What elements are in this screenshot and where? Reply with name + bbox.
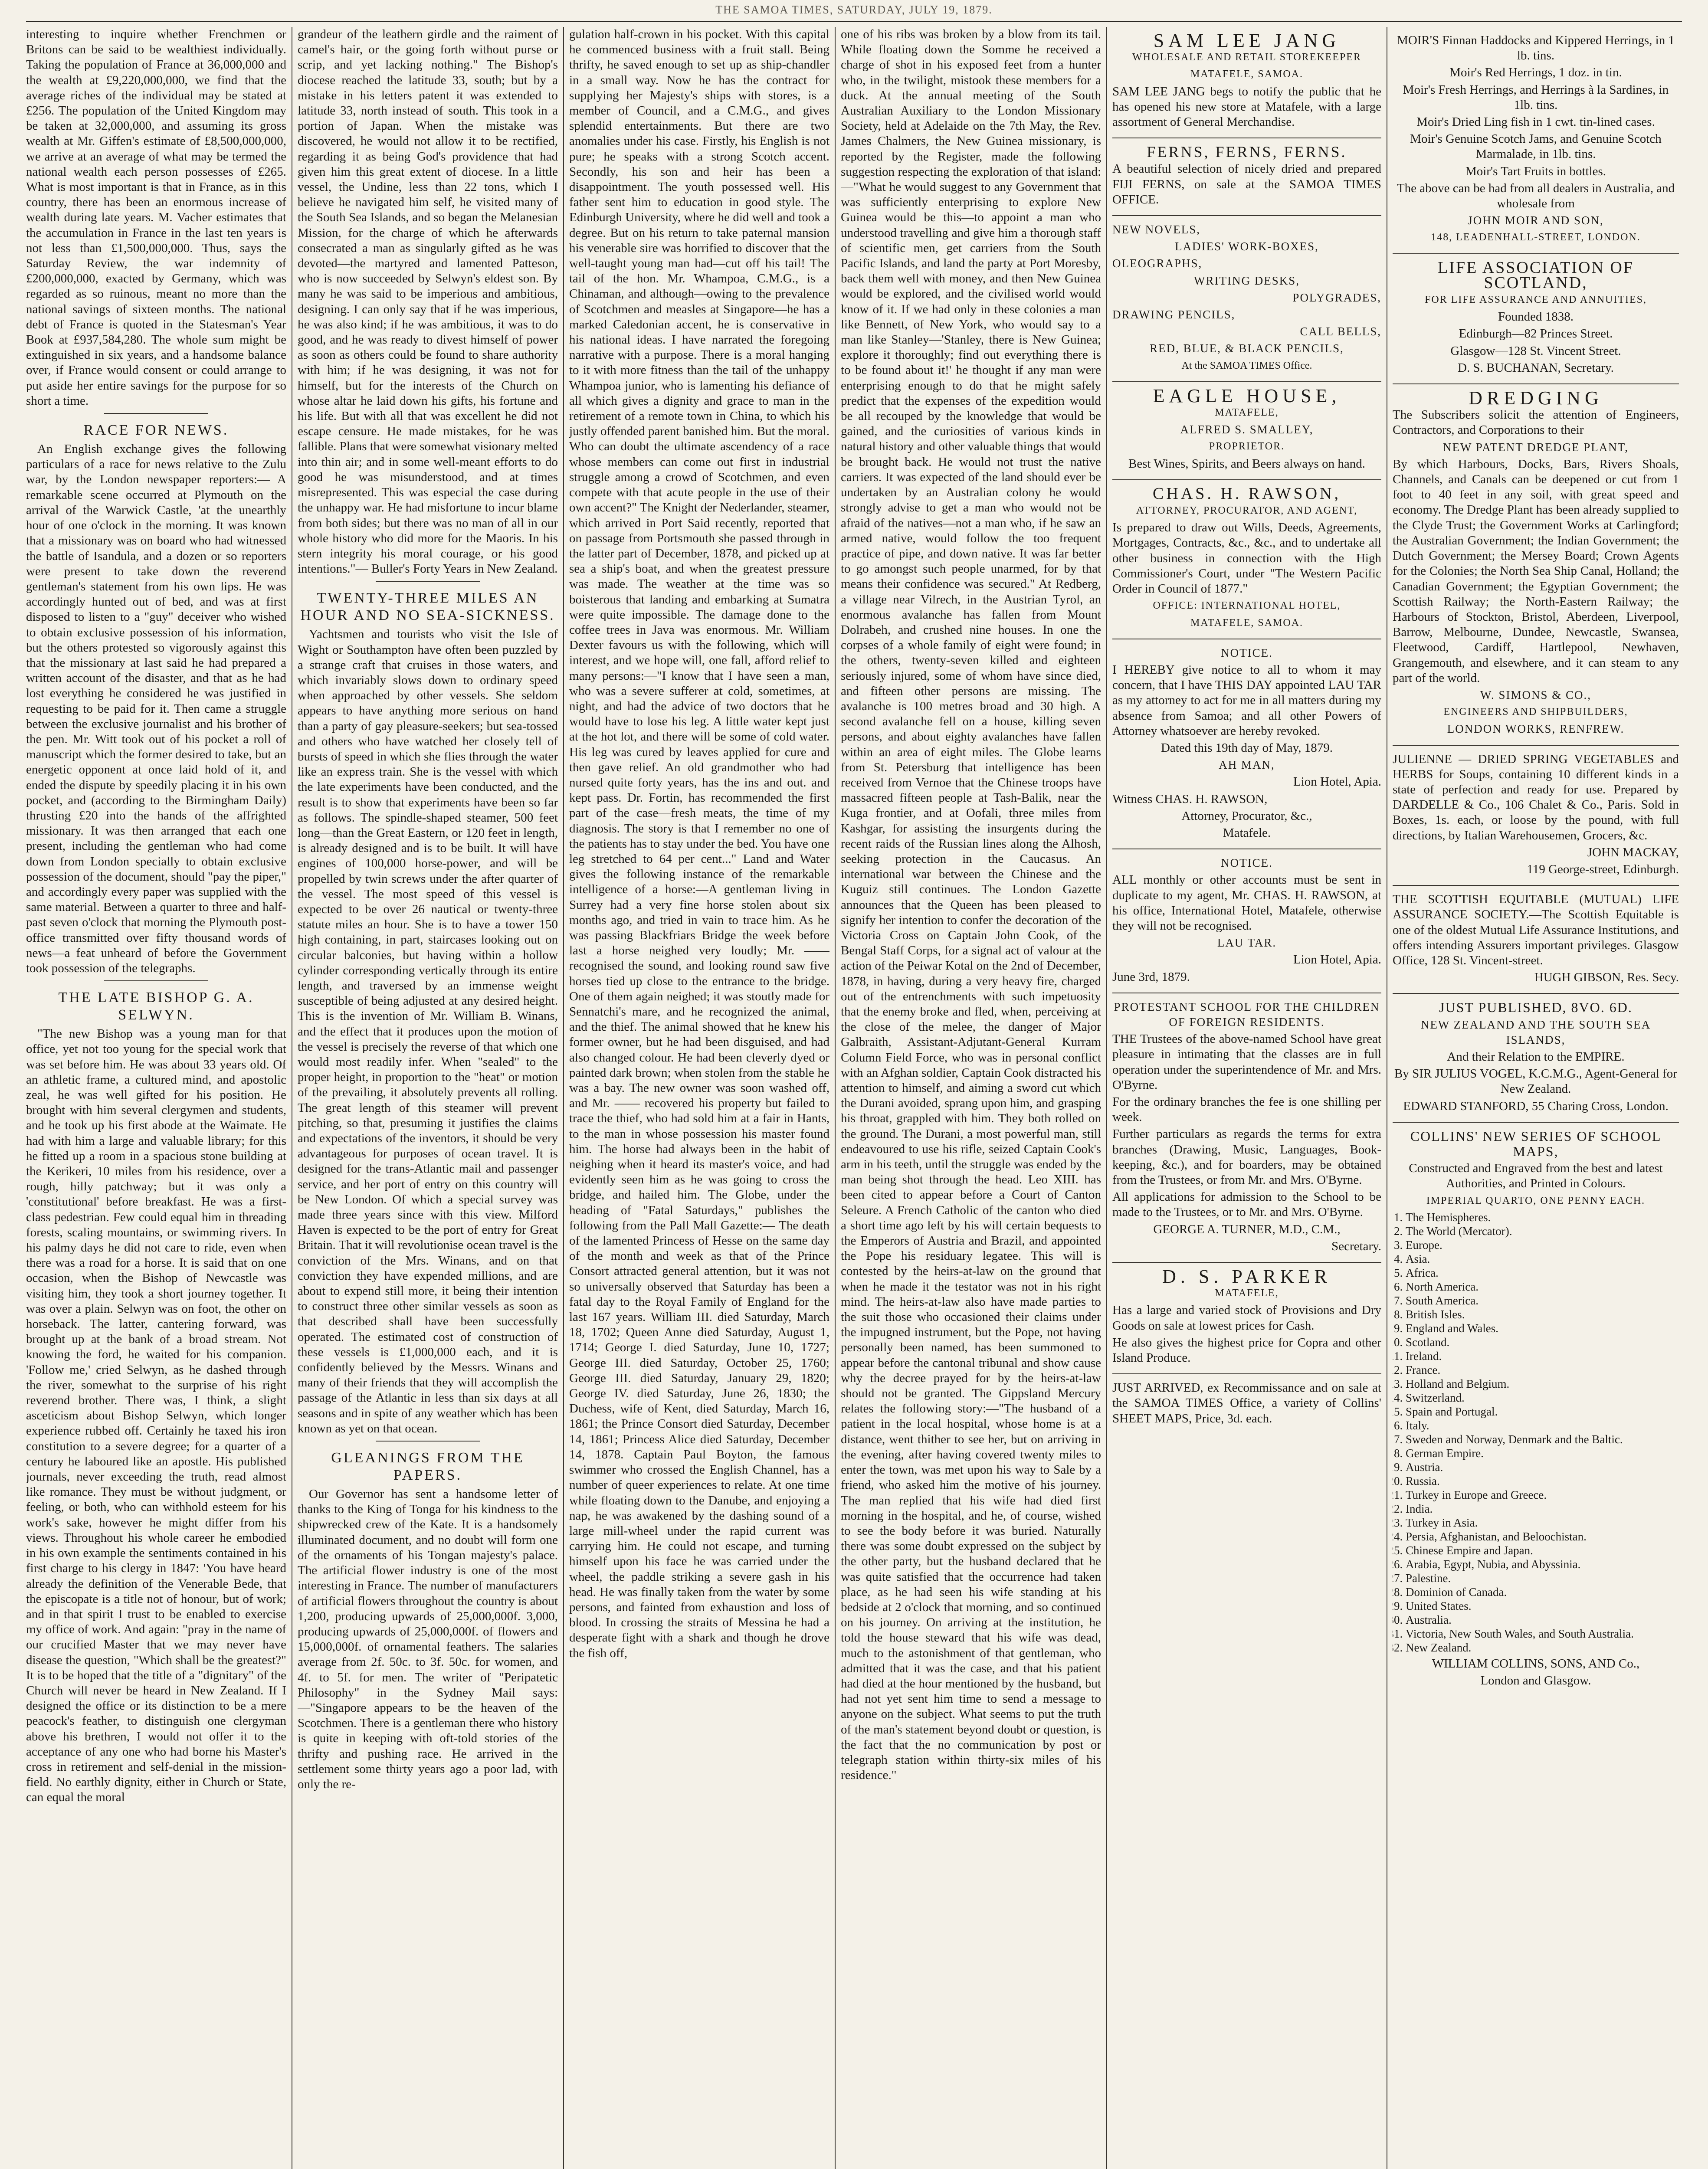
ad-just-arrived (1112, 1374, 1381, 1434)
article-gleanings-cont-2: one of his ribs was broken by a blow from its tail. While floating down the Somme he received a charge of shot in his exposed feet from a hunter who, in the twilight, mistook these members for a duck. At the annual meeting of the South Australian Auxiliary to the London Missionary Society, held at Adelaide on the 7th May, the Rev. James Chalmers, the New Guinea missionary, is reported by the Register, made the following suggestion respecting the exploration of that island:—"What he would suggest to any Government that was sufficiently enterprising to explore New Guinea would be this—to appoint a man who understood travelling and give him a thorough staff of scientific men, get carriers from the South Pacific Islands, and land the party at Port Moresby, back them well with money, and then New Guinea would be explored, and the civilised world would know of it. If we had only in these colonies a man like Bennett, of New York, who would say to a man like Stanley—'Stanley, there is New Guinea; explore it thoroughly; find out everything there is to be found about it!' he thought if any man were enterprising enough to do that he might safely predict that the expenses of the expedition would be all recouped by the knowledge that would be gained, and the curiosities of various kinds in natural history and other valuable things that would be brought back. He would not trust the native carriers. It was expected of the land should ever be undertaken by an Australian colony he would strongly advise to get a man who would not be afraid of the natives—not a man who, if he saw an armed native, would follow the too frequent practice of pipe, and down native. It was far better to go amongst such people unarmed, for by that means their confidence was secured." At Redberg, a village near Vilrech, in the Austrian Tyrol, an enormous avalanche has fallen from Mount Dolrabeh, and crushed nine houses. In one the corpses of a whole family of eight were found; in the others, twenty-seven killed and eighteen seriously injured, some of whom have since died, and fifteen other persons are missing. The avalanche is 100 metres broad and 30 high. A second avalanche fell on a house, killing seven persons, and about eighty avalanches have fallen within an area of eight miles. The Globe learns from St. Petersburg that intelligence has been received from Vernoe that the Chinese troops have massacred fifteen people at Tash-Balik, near the Kuga frontier, and at Oofali, three miles from Kashgar, for assisting the insurgents during the recent raids of the Russian lines along the Alhosh, seeking protection in the Caucasus. An international war between the Chinese and the Kuguiz still continues. The London Gazette announces that the Queen has been pleased to signify her intention to confer the decoration of the Victoria Cross on Captain John Cook, of the Bengal Staff Corps, for a signal act of valour at the action of the Peiwar Kotal on the 2nd of December, 1878, in having, during a very heavy fire, charged out of the entrenchments with such impetuosity that the enemy broke and fled, when, perceiving at the close of the melee, the danger of Major Galbraith, Assistant-Adjutant-General Kurram Column Field Force, who was in personal conflict with an Afghan soldier, Captain Cook distracted his attention to himself, and aiming a sword cut which the Durani avoided, sprang upon him, and grasping his throat, grappled with him. They both rolled on the ground. The Durani, a most powerful man, still endeavoured to use his rifle, seized Captain Cook's arm in his teeth, until the struggle was ended by the man being shot through the head. Leo XIII. has been cited to appear before a Court of Canton Seleure. A French Catholic of the canton who died a short time ago left by his will certain bequests to the Emperors of Austria and Brazil, and appointed the Pope his residuary legatee. This will is contested by the heirs-at-law on the ground that when he made it the testator was not in his right mind. The heirs-at-law also have made parties to the suit those who occasioned their claims under the impugned instrument, but the Pope, not having personally been named, has been summoned to appear before the cantonal tribunal and show cause why the decree prayed for by the heirs-at-law should not be granted. The Gippsland Mercury relates the following story:—"The husband of a patient in the local hospital, whose home is at a distance, went thither to see her, but on arriving in the evening, after having covered twenty miles to enter the town, was met upon his way to Sale by a friend, who asked him the motive of his journey. The man replied that his wife had died first morning in the hospital, and he, of course, wished to see the body before it was buried. Naturally there was some doubt expressed on the subject by the other party, but the husband declared that he was quite satisfied that the occurrence had taken place, as he had seen his wife standing at his bedside at 2 o'clock that morning, and so continued on his journey. On arriving at the institution, he told the house steward that his wife was dead, much to the astonishment of that gentleman, who admitted that it was the case, and that his patient had died at the hour mentioned by the husband, but had not yet sent him time to send a message to anyone on the subject. What seems to put the truth of the man's statement beyond doubt or question, is the fact that the no communication by post or telegraph station within thirty-six miles of his residence." (841, 27, 1101, 1782)
list-item: 3. Europe. (1406, 1238, 1679, 1252)
ad-body: THE Trustees of the above-named School have great pleasure in intimating that the classes are in full operation under the superintendence of Mr. and Mrs. O'Byrne. (1112, 1032, 1381, 1092)
list-item: 31. Victoria, New South Wales, and South Australia. (1406, 1627, 1679, 1641)
article-bishop-selwyn-cont: grandeur of the leathern girdle and the raiment of camel's hair, or the going forth without purse or scrip, and yet lacking nothing." The Bishop's diocese reached the latitude 33, south; but by a mistake in his letters patent it was extended to latitude 33, north instead of south. This took in a portion of Japan. When the mistake was discovered, he would not allow it to be rectified, regarding it as being God's providence that had given him this great extent of diocese. In a little vessel, the Undine, less than 22 tons, which I believe he navigated him self, he visited many of the South Sea Islands, and so began the Melanesian Mission, for the charge of which he afterwards consecrated a man as singularly gifted as he was devoted—the martyred and lamented Patteson, who is now succeeded by Selwyn's eldest son. By many he was said to be imperious and ambitious, designing. I can only say that if he was imperious, he was also kind; if he was ambitious, it was to do good, and he was ready to divest himself of power as soon as others could be found to share authority with him; if he was designing, it was not for himself, but for the interests of the Church on whose altar he laid down his gifts, his fortune and his life. But with all that was excellent he did not escape censure. He made mistakes, for he was fallible. Plans that were somewhat visionary melted into thin air; and in some well-meant efforts to do good he was misunderstood, and at times misrepresented. This was especial the case during the unhappy war. He had misfortune to incur blame from both sides; but there was no man of all in our whole history who did more for the Maoris. In his stern integrity his moral courage, or his good intentions."— Buller's Forty Years in New Zealand. (298, 27, 558, 576)
ad-body: THE SCOTTISH EQUITABLE (MUTUAL) LIFE ASSURANCE SOCIETY.—The Scottish Equitable is one of the oldest Mutual Life Assurance Institutions, and offers intending Assurers important privileges. Glasgow Office, 128 St. Vincent-street. (1393, 892, 1679, 967)
ad-signature: LAU TAR. (1217, 936, 1277, 950)
ad-title: CHAS. H. RAWSON, (1153, 484, 1341, 503)
list-item: 2. The World (Mercator). (1406, 1224, 1679, 1238)
ad-body: Constructed and Engraved from the best and latest Authorities, and Printed in Colours. (1409, 1161, 1663, 1191)
ad-signature-place: LONDON WORKS, RENFREW. (1447, 722, 1625, 736)
list-item: 5. Africa. (1406, 1266, 1679, 1280)
ad-title: JUST PUBLISHED, 8VO. 6D. (1439, 999, 1633, 1016)
ad-title: EAGLE HOUSE, (1153, 385, 1341, 406)
article-race-for-news: An English exchange gives the following particulars of a race for news relative to the Zulu war, by the London newspaper reporters:— A remarkable scene occurred at Plymouth on the arrival of the Warwick Castle, 'at the unearthly hour of one o'clock in the morning. It was known that a missionary was on board who had witnessed the battle of Isandula, and a dozen or so reporters were present to take down the reverend gentleman's statement from his own lips. He was accordingly hunted out of bed, and was at first disposed to listen to a "guy" deceiver who wished to obtain exclusive possession of his information, but the others protested so vigorously against this that the missionary at last said he had prepared a written account of the disaster, and that as he had lost everything he considered he was justified in requesting to be paid for it. Then came a struggle between the exclusive journalist and his brother of the pen. Mr. Witt took out of his pocket a roll of manuscript which the former desired to take, but an energetic opponent at once laid hold of it, and ended the dispute by speedily placing it in his own pocket, and (according to the Birmingham Daily) thrusting £20 into the hands of the affrighted missionary. It was then arranged that each one present, including the gentleman who had come down from London specially to obtain exclusive possession of the document, should "pay the piper," and accordingly every paper was supplied with the same material. Between a quarter to three and half-past seven o'clock that morning the Plymouth post-office transmitted over fifty thousand words of news—a feat unheard of before the Government took possession of the telegraphs. (26, 442, 286, 975)
map-list (1406, 1210, 1679, 1655)
ad-title: FERNS, FERNS, FERNS. (1147, 143, 1347, 161)
list-item: 10. Scotland. (1406, 1335, 1679, 1349)
ad-scottish-equitable (1393, 886, 1679, 994)
list-item: 23. Turkey in Asia. (1406, 1516, 1679, 1530)
ad-signature: W. SIMONS & CO., (1480, 688, 1592, 701)
ad-life-association (1393, 254, 1679, 384)
ad-signature-place: 119 George-street, Edinburgh. (1527, 862, 1679, 876)
ad-body: SAM LEE JANG begs to notify the public that he has opened his new store at Matafele, with a large assortment of General Merchandise. (1112, 84, 1381, 129)
ad-owner: JOHN MOIR AND SON, (1468, 214, 1604, 227)
article-wealth: interesting to inquire whether Frenchmen or Britons can be said to be wealthiest individually. Taking the population of France at 36,000,000 and the wealth at £9,220,000,000, we find that the average riches of the individual may be stated at £256. The population of the United Kingdom may be taken at 32,000,000, and assuming its gross wealth at Mr. Giffen's estimate of £8,500,000,000, we arrive at an average of what may be termed the national wealth each person possesses of £265. What is most important is that in France, as in this country, there has been an enormous increase of wealth during late years. M. Vacher estimates that the accumulation in France in the last ten years is not less than £1,500,000,000. Thus, says the Saturday Review, the war indemnity of £200,000,000, exacted by Germany, which was regarded as so ruinous, meant no more than the national savings of sixteen months. The national debt of France is quoted in the Statesman's Year Book at £937,584,280. The whole sum might be extinguished in six years, and a handsome balance over, if France would consent or could arrange to put aside her entire savings for the purpose for so short a time. (26, 27, 286, 408)
list-item: 6. North America. (1406, 1280, 1679, 1294)
ad-body: JULIENNE — DRIED SPRING VEGETABLES and HERBS for Soups, containing 10 different kinds in a state of perfection and ready for use. Prepared by DARDELLE & Co., 106 Chalet & Co., Paris. Sold in Boxes, 1s. each, or loose by the pound, with full directions, by Italian Warehousemen, Grocers, &c. (1393, 752, 1679, 842)
ad-sam-lee-jang (1112, 27, 1381, 138)
list-item: 26. Arabia, Egypt, Nubia, and Abyssinia. (1406, 1557, 1679, 1571)
ad-body: All applications for admission to the School to be made to the Trustees, or to Mr. and Mrs. O'Byrne. (1112, 1190, 1381, 1219)
ad-body: Best Wines, Spirits, and Beers always on hand. (1128, 456, 1365, 471)
list-item: 28. Dominion of Canada. (1406, 1585, 1679, 1599)
ad-signature: HUGH GIBSON, Res. Secy. (1534, 970, 1679, 985)
ad-signature: JOHN MACKAY, (1587, 845, 1679, 859)
ad-footer: The above can be had from all dealers in Australia, and wholesale from (1397, 181, 1675, 211)
ad-rawson (1112, 480, 1381, 639)
heading-twenty-three-miles: TWENTY-THREE MILES AN HOUR AND NO SEA-SICKNESS. (300, 590, 555, 624)
column-rule (1106, 27, 1107, 2169)
ad-julienne (1393, 746, 1679, 886)
article-gleanings: Our Governor has sent a handsome letter of thanks to the King of Tonga for his kindness to the shipwrecked crew of the Kate. It is a handsomely illuminated document, and no doubt will form one of the ornaments of his Tongan majesty's palace. The artificial flower industry is one of the most interesting in France. The number of manufacturers of artificial flowers throughout the country is about 1,200, producing upwards of 25,000,000f. 3,000, producing upwards of 25,000,000f. of flowers and 15,000,000f. of ornamental feathers. The salaries average from 2f. 50c. to 3f. 50c. for women, and 4f. to 5f. for men. The writer of "Peripatetic Philosophy" in the Sydney Mail says: —"Singapore appears to be the heaven of the Scotchmen. There is a gentleman there who history is quite in keeping with oft-told stories of the thrifty and pushing race. He arrived in the settlement some thirty years ago a poor lad, with only the re- (298, 1487, 558, 1791)
list-item: 25. Chinese Empire and Japan. (1406, 1543, 1679, 1557)
ad-body: JUST ARRIVED, ex Recommissance and on sale at the SAMOA TIMES Office, a variety of Collins' SHEET MAPS, Price, 3d. each. (1112, 1381, 1381, 1425)
list-item: 16. Italy. (1406, 1419, 1679, 1432)
ad-line: Moir's Dried Ling fish in 1 cwt. tin-lined cases. (1416, 115, 1655, 129)
ad-moirs (1393, 27, 1679, 254)
ad-body: The Subscribers solicit the attention of Engineers, Contractors, and Corporations to their (1393, 408, 1679, 437)
list-item: 15. Spain and Portugal. (1406, 1405, 1679, 1419)
ad-dredging (1393, 384, 1679, 745)
divider (104, 413, 208, 414)
ad-title: NOTICE. (1221, 646, 1273, 659)
ad-new-novels (1112, 216, 1381, 382)
ad-office: OFFICE: INTERNATIONAL HOTEL, (1153, 600, 1341, 612)
article-bishop-selwyn: "The new Bishop was a young man for that office, yet not too young for the special work that was set before him. He was about 33 years old. Of an athletic frame, a cultured mind, and apostolic zeal, he was well gifted for his position. He brought with him several clergymen and students, and he took up his first abode at the Waimate. He had with him a large and valuable library; for this he fitted up a room in a spacious stone building at the Kerikeri, 10 miles from his residence, over a rough, hilly patchway; but it was only a 'constitutional' before breakfast. He was a first-class pedestrian. Few could equal him in threading forests, scaling mountains, or swimming rivers. In his palmy days he did not care to ride, even when there was a road for a horse. It is said that on one occasion, when the Bishop of Newcastle was visiting him, they took a short journey together. It was over a plain. Selwyn was on foot, the other on horseback. The latter, cantering forward, was brought up at the bank of a broad stream. Not knowing the ford, he waited for his companion. 'Follow me,' cried Selwyn, as he dashed through the river, somewhat to the surprise of his right reverend brother. There was, I think, a slight asceticism about Bishop Selwyn, which longer experience rubbed off. Certainly he taxed his iron constitution to a severe degree; for a quarter of a century he laboured like an apostle. His published journals, never exceeding the truth, read almost like romance. They must be without judgment, or feeling, or both, who can withhold esteem for his work's sake, however he might differ from his views. Throughout his whole career he embodied in his own example the sentiments contained in his first charge to his clergy in 1847: 'You have heard already the definition of the Venerable Bede, that the episcopate is a title not of honour, but of work; and in that spirit I trust to be enabled to exercise my office of work. And again: "pray in the name of our crucified Master that we may never have disease the question, "Which shall be the greatest?" It is to be hoped that the title of a "dignitary" of the Church will never be heard in New Zealand. If I designed the office or its distinction to be a mere peacock's feather, to distinguish one clergyman above his brethren, I would not offer it to the acceptance of any one who had borne his Master's cross in retirement and self-denial in the mission-field. No earthly dignity, either in Church or State, can equal the moral (26, 1027, 286, 1805)
ad-body: Is prepared to draw out Wills, Deeds, Agreements, Mortgages, Contracts, &c., &c., and to undertake all other business in connection with the High Commissioner's Court, under "The Western Pacific Order in Council of 1877." (1112, 521, 1381, 596)
list-item: 22. India. (1406, 1502, 1679, 1516)
list-item: 17. Sweden and Norway, Denmark and the Baltic. (1406, 1432, 1679, 1446)
ad-product: NEW PATENT DREDGE PLANT, (1442, 440, 1629, 454)
column-6-ads (1393, 27, 1679, 2169)
ad-title: LIFE ASSOCIATION OF SCOTLAND, (1438, 258, 1634, 292)
ad-place: MATAFELE, (1215, 407, 1279, 419)
ad-line: LADIES' WORK-BOXES, (1175, 240, 1319, 253)
ad-just-published (1393, 994, 1679, 1122)
ad-signature: GEORGE A. TURNER, M.D., C.M., (1153, 1222, 1341, 1236)
ad-signature: AH MAN, (1219, 758, 1275, 772)
ad-place: MATAFELE, SAMOA. (1190, 69, 1304, 80)
ad-line: Moir's Tart Fruits in bottles. (1465, 164, 1606, 178)
column-3 (569, 27, 829, 2169)
ad-protestant-school (1112, 993, 1381, 1263)
ad-address: 148, LEADENHALL-STREET, LONDON. (1431, 232, 1641, 243)
ad-witness-place: Matafele. (1223, 826, 1271, 840)
column-1 (26, 27, 286, 2169)
ad-owner: ALFRED S. SMALLEY, (1180, 423, 1314, 436)
ad-signature-place: Lion Hotel, Apia. (1293, 775, 1381, 789)
ad-place: MATAFELE, SAMOA. (1190, 617, 1304, 629)
ad-body: A beautiful selection of nicely dried and prepared FIJI FERNS, on sale at the SAMOA TIMES OFFICE. (1112, 162, 1381, 206)
ad-ferns (1112, 138, 1381, 216)
column-5-ads (1112, 27, 1381, 2169)
ad-line: NEW NOVELS, (1112, 223, 1200, 236)
ad-line: RED, BLUE, & BLACK PENCILS, (1150, 342, 1344, 355)
ad-witness-title: Attorney, Procurator, &c., (1181, 809, 1312, 823)
list-item: 14. Switzerland. (1406, 1391, 1679, 1405)
list-item: 7. South America. (1406, 1294, 1679, 1307)
ad-body: ALL monthly or other accounts must be sent in duplicate to my agent, Mr. CHAS. H. RAWSON, at his office, International Hotel, Matafele, otherwise they will not be recognised. (1112, 873, 1381, 933)
list-item: 32. New Zealand. (1406, 1641, 1679, 1655)
list-item: 4. Asia. (1406, 1252, 1679, 1266)
list-item: 30. Australia. (1406, 1613, 1679, 1627)
heading-race-for-news: RACE FOR NEWS. (83, 422, 229, 439)
article-twenty-three-miles: Yachtsmen and tourists who visit the Isle of Wight or Southampton have often been puzzled by a strange craft that cruises in those waters, and which invariably slows down to ordinary speed when approached by other vessels. She seldom appears to have anything more serious on hand than a party of gay pleasure-seekers; but sea-tossed and others who have watched her closely tell of bursts of speed in which she flies through the water like an express train. She is the vessel with which the late experiments have been conducted, and the result is to show that experiments have been so far as follows. The spindle-shaped steamer, 500 feet long—than the Great Eastern, or 120 feet in length, is already designed and is to be built. It will have engines of 100,000 horse-power, and will be propelled by twin screws under the after quarter of the vessel. The most speed of this vessel is expected to be over 26 nautical or twenty-three statute miles an hour. She is to have a tower 150 high containing, in part, staircases looking out on circular balconies, but having within a hollow cylinder corresponding vertically through its entire length, and traversed by an immense weight susceptible of being adjusted at any desired height. This is the invention of Mr. William B. Winans, and the effect that it produces upon the motion of the vessel is precisely the reverse of that which one would most readily infer. When "sealed" to the proper height, in proportion to the "heat" or motion of the prevailing, it absolutely prevents all rolling. The great length of this steamer will prevent pitching, so that, presuming it justifies the claims and expectations of the inventors, it should be very advantageous for purposes of ocean travel. It is designed for the trans-Atlantic mail and passenger service, and her port of entry on this country will be New London. Of which a special survey was made three years since with this view. Milford Haven is expected to be the port of entry for Great Britain. That it will revolutionise ocean travel is the conviction of the Mrs. Winans, and on that conviction they have expended millions, and are about to expend still more, it being their intention to construct three other similar vessels as soon as that described shall have been successfully operated. The estimated cost of construction of these vessels is £1,000,000 each, and it is confidently believed by the Messrs. Winans and many of their friends that they will accomplish the passage of the Atlantic in less than six days at all seasons and in spite of any weather which has been known as yet on that ocean. (298, 627, 558, 1435)
ad-parker (1112, 1263, 1381, 1374)
divider (104, 980, 208, 981)
ad-body: Has a large and varied stock of Provisions and Dry Goods on sale at lowest prices for Cash. (1112, 1303, 1381, 1333)
ad-body: He also gives the highest price for Copra and other Island Produce. (1112, 1335, 1381, 1365)
column-rule (563, 27, 564, 2169)
ad-body: For the ordinary branches the fee is one shilling per week. (1112, 1094, 1381, 1124)
list-item: 27. Palestine. (1406, 1571, 1679, 1585)
list-item: 18. German Empire. (1406, 1446, 1679, 1460)
ad-title: NOTICE. (1221, 856, 1273, 870)
ad-footer: At the SAMOA TIMES Office. (1181, 360, 1312, 371)
ad-signature-place: London and Glasgow. (1480, 1674, 1591, 1688)
ad-founded: Founded 1838. (1498, 310, 1574, 324)
ad-body: Further particulars as regards the terms for extra branches (Drawing, Music, Languages, Book-keeping, &c.), and for boarders, may be obtained from the Trustees, or from Mr. and Mrs. O'Byrne. (1112, 1127, 1381, 1187)
column-2 (298, 27, 558, 2169)
ad-line: POLYGRADES, (1292, 291, 1381, 304)
ad-title: D. S. PARKER (1162, 1266, 1331, 1288)
list-item: 1. The Hemispheres. (1406, 1210, 1679, 1224)
ad-subtitle: ATTORNEY, PROCURATOR, AND AGENT, (1136, 505, 1358, 517)
ad-date: Dated this 19th day of May, 1879. (1161, 740, 1333, 755)
list-item: 19. Austria. (1406, 1460, 1679, 1474)
ad-notice-ah-man (1112, 639, 1381, 849)
list-item: 24. Persia, Afghanistan, and Beloochistan. (1406, 1530, 1679, 1543)
ad-line: WRITING DESKS, (1194, 274, 1300, 287)
list-item: 8. British Isles. (1406, 1307, 1679, 1321)
ad-subtitle: And their Relation to the EMPIRE. (1447, 1049, 1625, 1064)
ad-signature-title: Secretary. (1331, 1239, 1381, 1253)
ad-title: SAM LEE JANG (1153, 30, 1341, 51)
ad-signature-title: ENGINEERS AND SHIPBUILDERS, (1443, 706, 1628, 718)
divider (376, 1441, 480, 1442)
ad-notice-lau-tar (1112, 849, 1381, 993)
ad-address: Glasgow—128 St. Vincent Street. (1450, 344, 1621, 358)
ad-book-title: NEW ZEALAND AND THE SOUTH SEA ISLANDS, (1420, 1018, 1651, 1046)
ad-signature-place: Lion Hotel, Apia. (1293, 953, 1381, 967)
ad-publisher: EDWARD STANFORD, 55 Charing Cross, London. (1403, 1099, 1669, 1113)
ad-subtitle: IMPERIAL QUARTO, ONE PENNY EACH. (1426, 1195, 1646, 1206)
ad-line: DRAWING PENCILS, (1112, 308, 1236, 321)
ad-line: Moir's Genuine Scotch Jams, and Genuine Scotch Marmalade, in 1lb. tins. (1410, 132, 1662, 161)
ad-title: COLLINS' NEW SERIES OF SCHOOL MAPS, (1410, 1128, 1662, 1159)
article-gleanings-cont: gulation half-crown in his pocket. With this capital he commenced business with a fruit stall. Being thrifty, he saved enough to set up as ship-chandler in a small way. Now he has the contract for supplying her Majesty's ships with stores, is a member of Council, and a C.M.G., and gives splendid entertainments. But there are two anomalies under his case. Firstly, his English is not pure; he speaks with a strong Scotch accent. Secondly, his son and heir has been a disappointment. The youth possessed well. His father sent him to education in good style. The Edinburgh University, where he did well and took a degree. But on his return to take paternal mansion his venerable sire was horrified to discover that the well-taught young man had—cut off his tail! The tail of the hon. Mr. Whampoa, C.M.G., is a Chinaman, and although—owing to the prevalence of Scotchmen and measles at Singapore—he has a marked Caledonian accent, he is conservative in his national ideas. I have narrated the foregoing narrative with a purpose. There is a moral hanging to it with more fitness than the tail of the unhappy Whampoa junior, who is lamenting his defiance of all which gives a dignity and grace to man in the retirement of a remote town in China, to which his justly offended parent banished him. But the moral. Who can doubt the ultimate ascendency of a race whose members can come out first in industrial struggle among a crowd of Scotchmen, and even compete with that acute people in the use of their own accent?" The Knight der Nederlander, steamer, which arrived in Port Said recently, reported that on passage from Portsmouth she passed through in the latter part of December, 1878, and picked up at sea a ship's boat, and when the greatest pressure was made. The weather at the time was so boisterous that landing and embarking at Sumatra were quite impossible. The damage done to the coffee trees in Java was enormous. Mr. William Dexter favours us with the following, which will interest, and we hope will, one fall, afford relief to many persons:—"I know that I have seen a man, who was a severe sufferer at cold, sometimes, at night, and had the advice of two doctors that he would have to lose his leg. A little water kept just at the hot lot, and there will be some of cold water. His leg was cured by leaves applied for cure and then gave relief. An old grandmother who had nursed quite forty years, has the ins and out. and kept pass. Dr. Fortin, has recommended the first part of the case—fresh meats, the time of my diagnosis. The story is that I remember no one of the patients has to stay under the bed. You have one leg stretched to 64 per cent..." Land and Water gives the following instance of the remarkable intelligence of a horse:—A gentleman living in Surrey had a very fine horse stolen about six months ago, and tried in vain to trace him. As he was passing Blackfriars Bridge the week before last a horse neighed very loudly; Mr. —— recognised the sound, and looking round saw five horses tied up close to the entrance to the bridge. One of them again neighed; it was stoutly made for Sennatchi's mare, and he recognized the animal, and the thief. The animal showed that he knew his former owner, but he had been disguised, and had also changed colour. He had been cleverly dyed or painted dark brown; when stolen from the stable he was a bay. The new owner was soon washed off, and Mr. —— recovered his property but failed to trace the thief, who had sold him at a fair in Hants, to the man in whose possession his master found him. The horse had always been in the habit of neighing when it heard its master's voice, and had evidently seen him as he was going to cross the bridge, and hailed him. The Globe, under the heading of "Fatal Saturdays," publishes the following from the Pall Mall Gazette:— The death of the lamented Princess of Hesse on the same day of the month and week as that of the Prince Consort attracted general attention, but it was not so universally observed that Saturday has been a fatal day to the Royal Family of England for the last 167 years. William III. died Saturday, March 18, 1702; Queen Anne died Saturday, August 1, 1714; George I. died Saturday, June 10, 1727; George III. died Saturday, October 25, 1760; George III. died Saturday, January 29, 1820; George IV. died Saturday, June 26, 1830; the Duchess, wife of Kent, died Saturday, March 16, 1861; the Prince Consort died Saturday, December 14, 1861; Princess Alice died Saturday, December 14, 1878. Captain Paul Boyton, the famous swimmer who crossed the English Channel, has a number of queer experiences to relate. At one time while floating down to the Danube, and enjoying a nap, he was awakened by the dashing sound of a large mill-wheel under the rapid current was carrying him. He could not escape, and turning himself upon his face he was carried under the wheel, the paddle striking a severe gash in his head. He was finally taken from the water by some persons, and fainted from exhaustion and loss of blood. In crossing the straits of Messina he had a desperate fight with a shark and though he drove the fish off, (569, 27, 829, 1660)
column-rule (835, 27, 836, 2169)
ad-signature: WILLIAM COLLINS, SONS, AND Co., (1432, 1656, 1640, 1671)
ad-line: Moir's Fresh Herrings, and Herrings à la Sardines, in 1lb. tins. (1403, 82, 1669, 112)
ad-collins-maps (1393, 1123, 1679, 1696)
ad-line: Moir's Red Herrings, 1 doz. in tin. (1449, 66, 1622, 80)
ad-date: June 3rd, 1879. (1112, 970, 1190, 984)
heading-bishop-selwyn: THE LATE BISHOP G. A. SELWYN. (58, 989, 254, 1023)
ad-place: MATAFELE, (1215, 1288, 1279, 1299)
ad-signature: D. S. BUCHANAN, Secretary. (1458, 360, 1614, 375)
ad-body: By which Harbours, Docks, Bars, Rivers Shoals, Channels, and Canals can be deepened or cut from 1 foot to 40 feet in any soil, with great speed and economy. The Dredge Plant has been already supplied to the Clyde Trust; the Government Works at Carlingford; the Australian Government; the Indian Government; the Dutch Government; the Mersey Board; Crown Agents for the Colonies; the North Sea Ship Canal, Holland; the Canadian Government; the Egyptian Government; the Scottish Railway; the North-Eastern Railway; the Harbours of Stockton, Bristol, Aberdeen, Liverpool, Barrow, Melbourne, Dundee, Newcastle, Swansea, Fleetwood, Cardiff, Hartlepool, Newhaven, Grangemouth, and elsewhere, and it can steam to any part of the world. (1393, 457, 1679, 685)
ad-subtitle: FOR LIFE ASSURANCE AND ANNUITIES, (1424, 294, 1647, 306)
divider (376, 581, 480, 582)
ad-witness: Witness CHAS. H. RAWSON, (1112, 792, 1268, 806)
list-item: 29. United States. (1406, 1599, 1679, 1613)
list-item: 12. France. (1406, 1363, 1679, 1377)
list-item: 9. England and Wales. (1406, 1321, 1679, 1335)
ad-line: CALL BELLS, (1300, 325, 1381, 338)
ad-title: DREDGING (1469, 387, 1603, 409)
list-item: 11. Ireland. (1406, 1349, 1679, 1363)
ad-title: PROTESTANT SCHOOL FOR THE CHILDREN OF FOREIGN RESIDENTS. (1114, 1000, 1380, 1029)
ad-line: OLEOGRAPHS, (1112, 257, 1203, 270)
column-4 (841, 27, 1101, 2169)
ad-address: Edinburgh—82 Princes Street. (1459, 327, 1613, 341)
list-item: 13. Holland and Belgium. (1406, 1377, 1679, 1391)
masthead: THE SAMOA TIMES, SATURDAY, JULY 19, 1879. (26, 3, 1682, 22)
ad-owner-title: PROPRIETOR. (1209, 441, 1285, 452)
ad-author: By SIR JULIUS VOGEL, K.C.M.G., Agent-General for New Zealand. (1394, 1067, 1677, 1096)
list-item: 21. Turkey in Europe and Greece. (1406, 1488, 1679, 1502)
ad-subtitle: WHOLESALE AND RETAIL STOREKEEPER (1132, 52, 1362, 63)
ad-line: MOIR'S Finnan Haddocks and Kippered Herrings, in 1 lb. tins. (1397, 33, 1675, 63)
ad-body: I HEREBY give notice to all to whom it may concern, that I have THIS DAY appointed LAU TAR as my attorney to act for me in all matters during my absence from Samoa; and all other Powers of Attorney whatsoever are hereby revoked. (1112, 662, 1381, 738)
ad-eagle-house (1112, 382, 1381, 480)
list-item: 20. Russia. (1406, 1474, 1679, 1488)
heading-gleanings: GLEANINGS FROM THE PAPERS. (331, 1450, 525, 1484)
